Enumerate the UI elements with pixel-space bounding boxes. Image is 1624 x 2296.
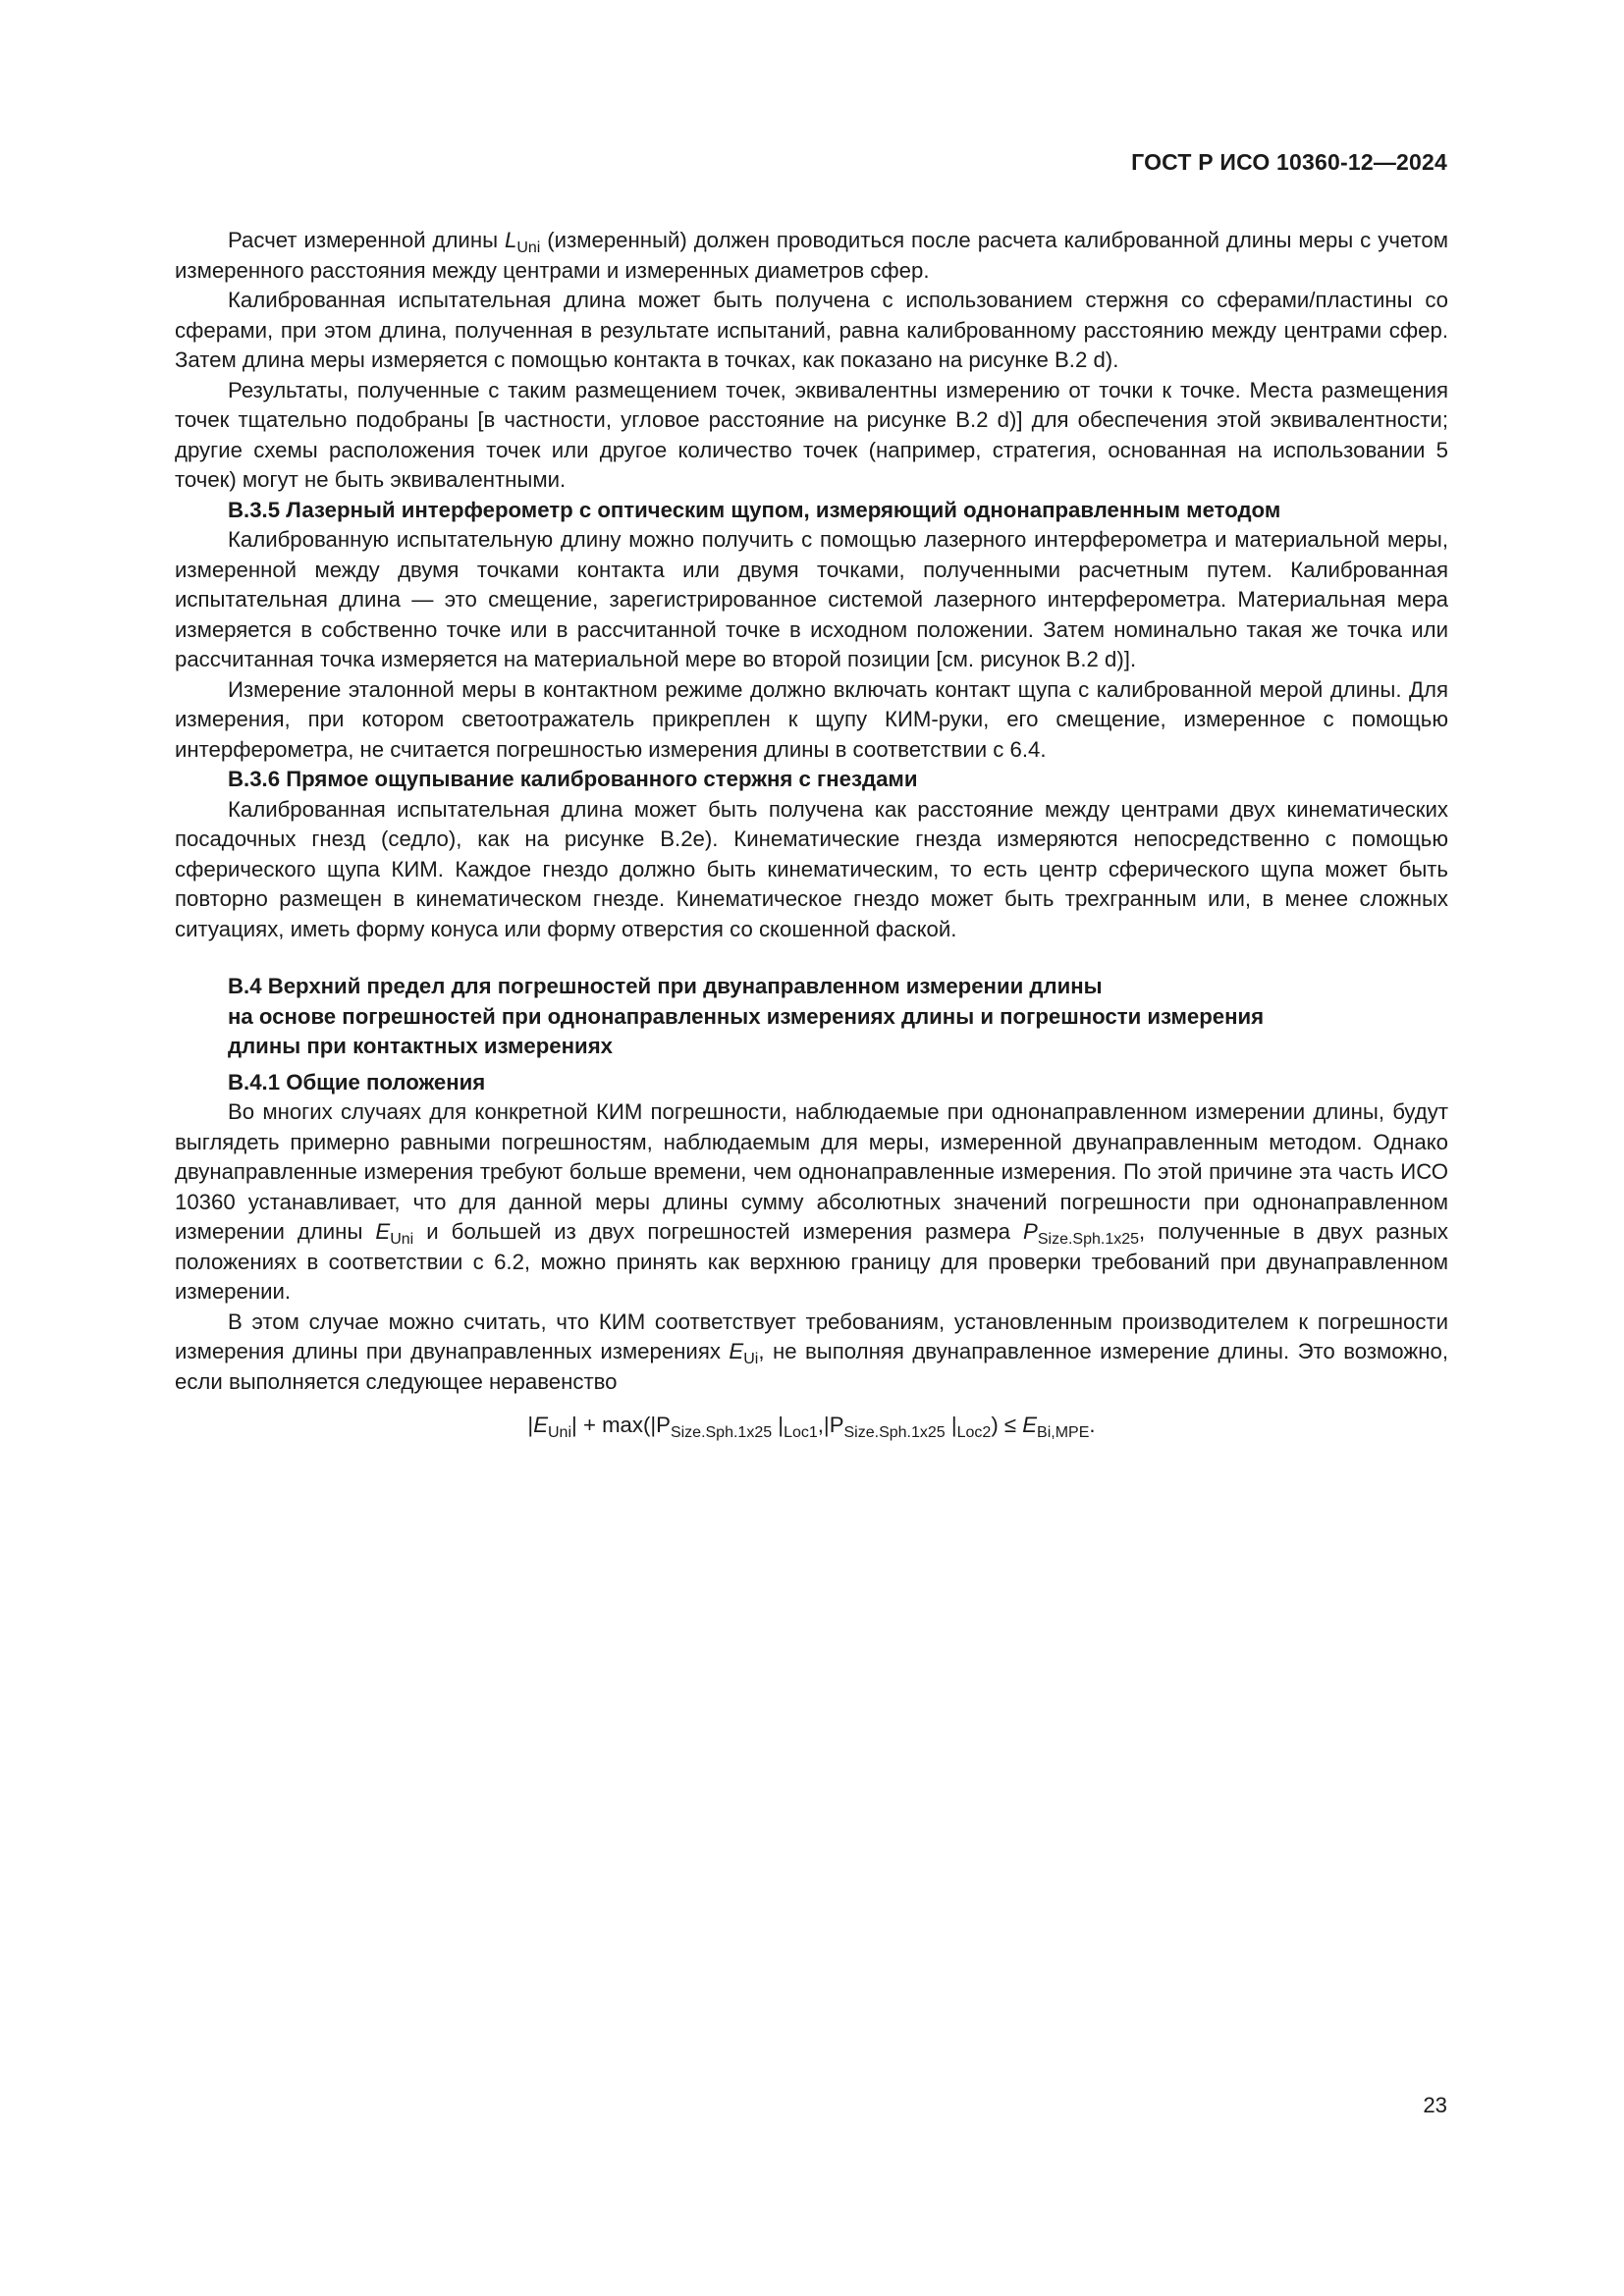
formula-text: .: [1089, 1413, 1096, 1437]
formula-text: ) ≤: [991, 1413, 1023, 1437]
text-run: , не выполняя двунаправленное измерение длины. Это возможно, если выполняется следующее неравенство: [175, 1339, 1448, 1394]
section-heading-b35: В.3.5 Лазерный интерферометр с оптическим щупом, измеряющий однонаправленным методом: [228, 497, 1281, 522]
formula-variable: E: [533, 1413, 548, 1437]
formula-subscript: Size.Sph.1x25: [670, 1424, 773, 1441]
formula-variable: E: [1022, 1413, 1038, 1437]
paragraph-reference-measure: Измерение эталонной меры в контактном режиме должно включать контакт щупа с калиброванной мерой длины. Для измерения, при котором светоотражатель прикреплен к щупу КИМ-руки, его смещение, измеренное с помощью интерферометра, не считается погрешностью измерения длины в соответствии с 6.4.: [175, 676, 1448, 762]
heading-line: на основе погрешностей при однонаправленных измерениях длины и погрешности измерения: [228, 1003, 1265, 1029]
text-run: Во многих случаях для конкретной КИМ погрешности, наблюдаемые при однонаправленном измерении длины, будут выглядеть примерно равными погрешностям, наблюдаемым для меры, измеренной двунаправленным методом. Однако двунаправленные измерения требуют больше времени, чем однонаправленные измерения. По этой причине эта часть ИСО 10360 устанавливает, что для данной меры длины сумму абсолютных значений погрешности при однонаправленном измерении длины: [175, 1099, 1448, 1244]
subscript: Uni: [516, 240, 541, 256]
text-run: , полученные в двух разных положениях в соответствии с 6.2, можно принять как верхнюю границу для проверки требований при двунаправленном измерении.: [175, 1219, 1448, 1304]
formula-subscript: Uni: [548, 1424, 572, 1441]
page-body: [175, 226, 1448, 1441]
variable-l: L: [504, 228, 517, 252]
formula-subscript: Loc2: [956, 1424, 992, 1441]
subscript: Size.Sph.1x25: [1037, 1231, 1140, 1248]
formula-subscript: Bi,MPE: [1037, 1424, 1090, 1441]
formula-text: | + max(|P: [571, 1413, 671, 1437]
formula-text: ,|P: [817, 1413, 844, 1437]
section-heading-b4: [175, 972, 1448, 1062]
variable-e: E: [729, 1339, 744, 1363]
formula-text: |: [945, 1413, 957, 1437]
section-heading-b41: В.4.1 Общие положения: [228, 1069, 486, 1095]
heading-line: В.4 Верхний предел для погрешностей при двунаправленном измерении длины: [228, 974, 1103, 998]
page-number: 23: [1423, 2093, 1447, 2117]
variable-p: P: [1023, 1219, 1038, 1244]
document-code-header: ГОСТ Р ИСО 10360-12—2024: [1131, 149, 1447, 175]
paragraph-results: Результаты, полученные с таким размещением точек, эквивалентны измерению от точки к точке. Места размещения точек тщательно подобраны [в частности, угловое расстояние на рисунке В.2 d)] для обеспечения этой эквивалентности; другие схемы расположения точек или другое количество точек (например, стратегия, основанная на использовании 5 точек) могут не быть эквивалентными.: [175, 377, 1448, 492]
text-run: (измеренный) должен проводиться после расчета калиброванной длины меры с учетом измеренного расстояния между центрами и измеренных диаметров сфер.: [175, 228, 1448, 283]
paragraph-kinematic-sockets: Калиброванная испытательная длина может быть получена как расстояние между центрами двух кинематических посадочных гнезд (седло), как на рисунке В.2е). Кинематические гнезда измеряются непосредственно с помощью сферического щупа КИМ. Каждое гнездо должно быть кинематическим, то есть центр сферического щупа может быть повторно размещен в кинематическом гнезде. Кинематическое гнездо может быть трехгранным или, в менее сложных ситуациях, иметь форму конуса или форму отверстия со скошенной фаской.: [175, 796, 1448, 941]
paragraph-general-provisions: [175, 1097, 1448, 1308]
paragraph-laser-interferometer: Калиброванную испытательную длину можно получить с помощью лазерного интерферометра и материальной меры, измеренной между двумя точками контакта или двумя точками, полученными расчетным путем. Калиброванная испытательная длина — это смещение, зарегистрированное системой лазерного интерферометра. Материальная мера измеряется в собственно точке или в рассчитанной точке в исходном положении. Затем номинально такая же точка или рассчитанная точка измеряется на материальной мере во второй позиции [см. рисунок В.2 d)].: [175, 527, 1448, 671]
text-run: и большей из двух погрешностей измерения размера: [413, 1219, 1024, 1244]
heading-line: длины при контактных измерениях: [228, 1034, 613, 1058]
formula-text: |: [527, 1413, 534, 1437]
text-run: Расчет измеренной длины: [228, 228, 505, 252]
paragraph-compliance: [175, 1308, 1448, 1398]
formula-subscript: Size.Sph.1x25: [843, 1424, 946, 1441]
inequality-formula: [175, 1411, 1448, 1441]
text-run: В этом случае можно считать, что КИМ соответствует требованиям, установленным производителем к погрешности измерения длины при двунаправленных измерениях: [175, 1308, 1448, 1363]
subscript: Uni: [390, 1231, 414, 1248]
paragraph-measured-length: [175, 226, 1448, 286]
section-heading-b36: В.3.6 Прямое ощупывание калиброванного стержня с гнездами: [228, 767, 918, 791]
variable-e: E: [375, 1219, 391, 1244]
formula-text: |: [772, 1413, 785, 1437]
formula-subscript: Loc1: [784, 1424, 818, 1441]
paragraph-calibrated-length: Калиброванная испытательная длина может быть получена с использованием стержня со сферами/пластины со сферами, при этом длина, полученная в результате испытаний, равна калиброванному расстоянию между центрами сфер. Затем длина меры измеряется с помощью контакта в точках, как показано на рисунке В.2 d).: [175, 288, 1448, 372]
subscript: Ui: [743, 1351, 759, 1367]
